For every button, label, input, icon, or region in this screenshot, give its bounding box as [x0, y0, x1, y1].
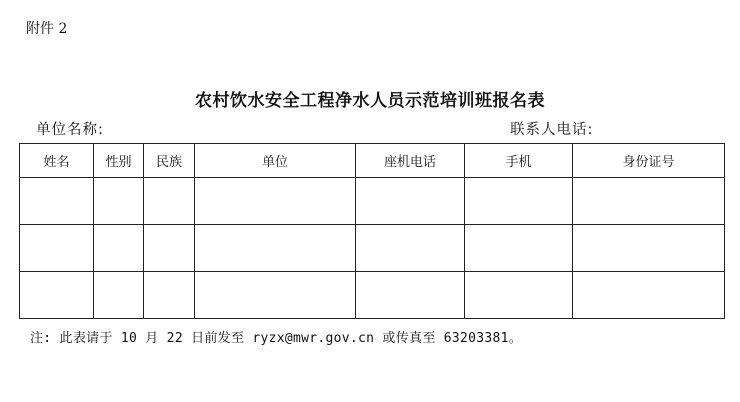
header-id-number: 身份证号 — [573, 144, 725, 178]
contact-phone-label: 联系人电话: — [510, 122, 594, 138]
cell-mobile — [465, 225, 573, 272]
cell-id-number — [573, 178, 725, 225]
table-row — [20, 178, 725, 225]
cell-id-number — [573, 225, 725, 272]
registration-table — [19, 143, 725, 319]
table-row — [20, 225, 725, 272]
attachment-label: 附件 2 — [26, 21, 68, 37]
header-mobile: 手机 — [465, 144, 573, 178]
cell-mobile — [465, 272, 573, 319]
cell-ethnicity — [144, 225, 195, 272]
cell-mobile — [465, 178, 573, 225]
cell-ethnicity — [144, 178, 195, 225]
cell-organization — [195, 225, 356, 272]
table-header-row — [20, 144, 725, 178]
unit-name-label: 单位名称: — [36, 122, 104, 138]
cell-name — [20, 272, 94, 319]
cell-name — [20, 178, 94, 225]
header-landline: 座机电话 — [356, 144, 465, 178]
cell-organization — [195, 178, 356, 225]
cell-name — [20, 225, 94, 272]
cell-gender — [94, 178, 144, 225]
header-gender: 性别 — [94, 144, 144, 178]
cell-landline — [356, 225, 465, 272]
cell-gender — [94, 272, 144, 319]
cell-landline — [356, 178, 465, 225]
table-row — [20, 272, 725, 319]
cell-ethnicity — [144, 272, 195, 319]
cell-landline — [356, 272, 465, 319]
form-title: 农村饮水安全工程净水人员示范培训班报名表 — [195, 91, 545, 111]
header-organization: 单位 — [195, 144, 356, 178]
cell-id-number — [573, 272, 725, 319]
header-ethnicity: 民族 — [144, 144, 195, 178]
cell-gender — [94, 225, 144, 272]
header-name: 姓名 — [20, 144, 94, 178]
cell-organization — [195, 272, 356, 319]
submission-note: 注: 此表请于 10 月 22 日前发至 ryzx@mwr.gov.cn 或传真至 63203381。 — [30, 331, 523, 346]
